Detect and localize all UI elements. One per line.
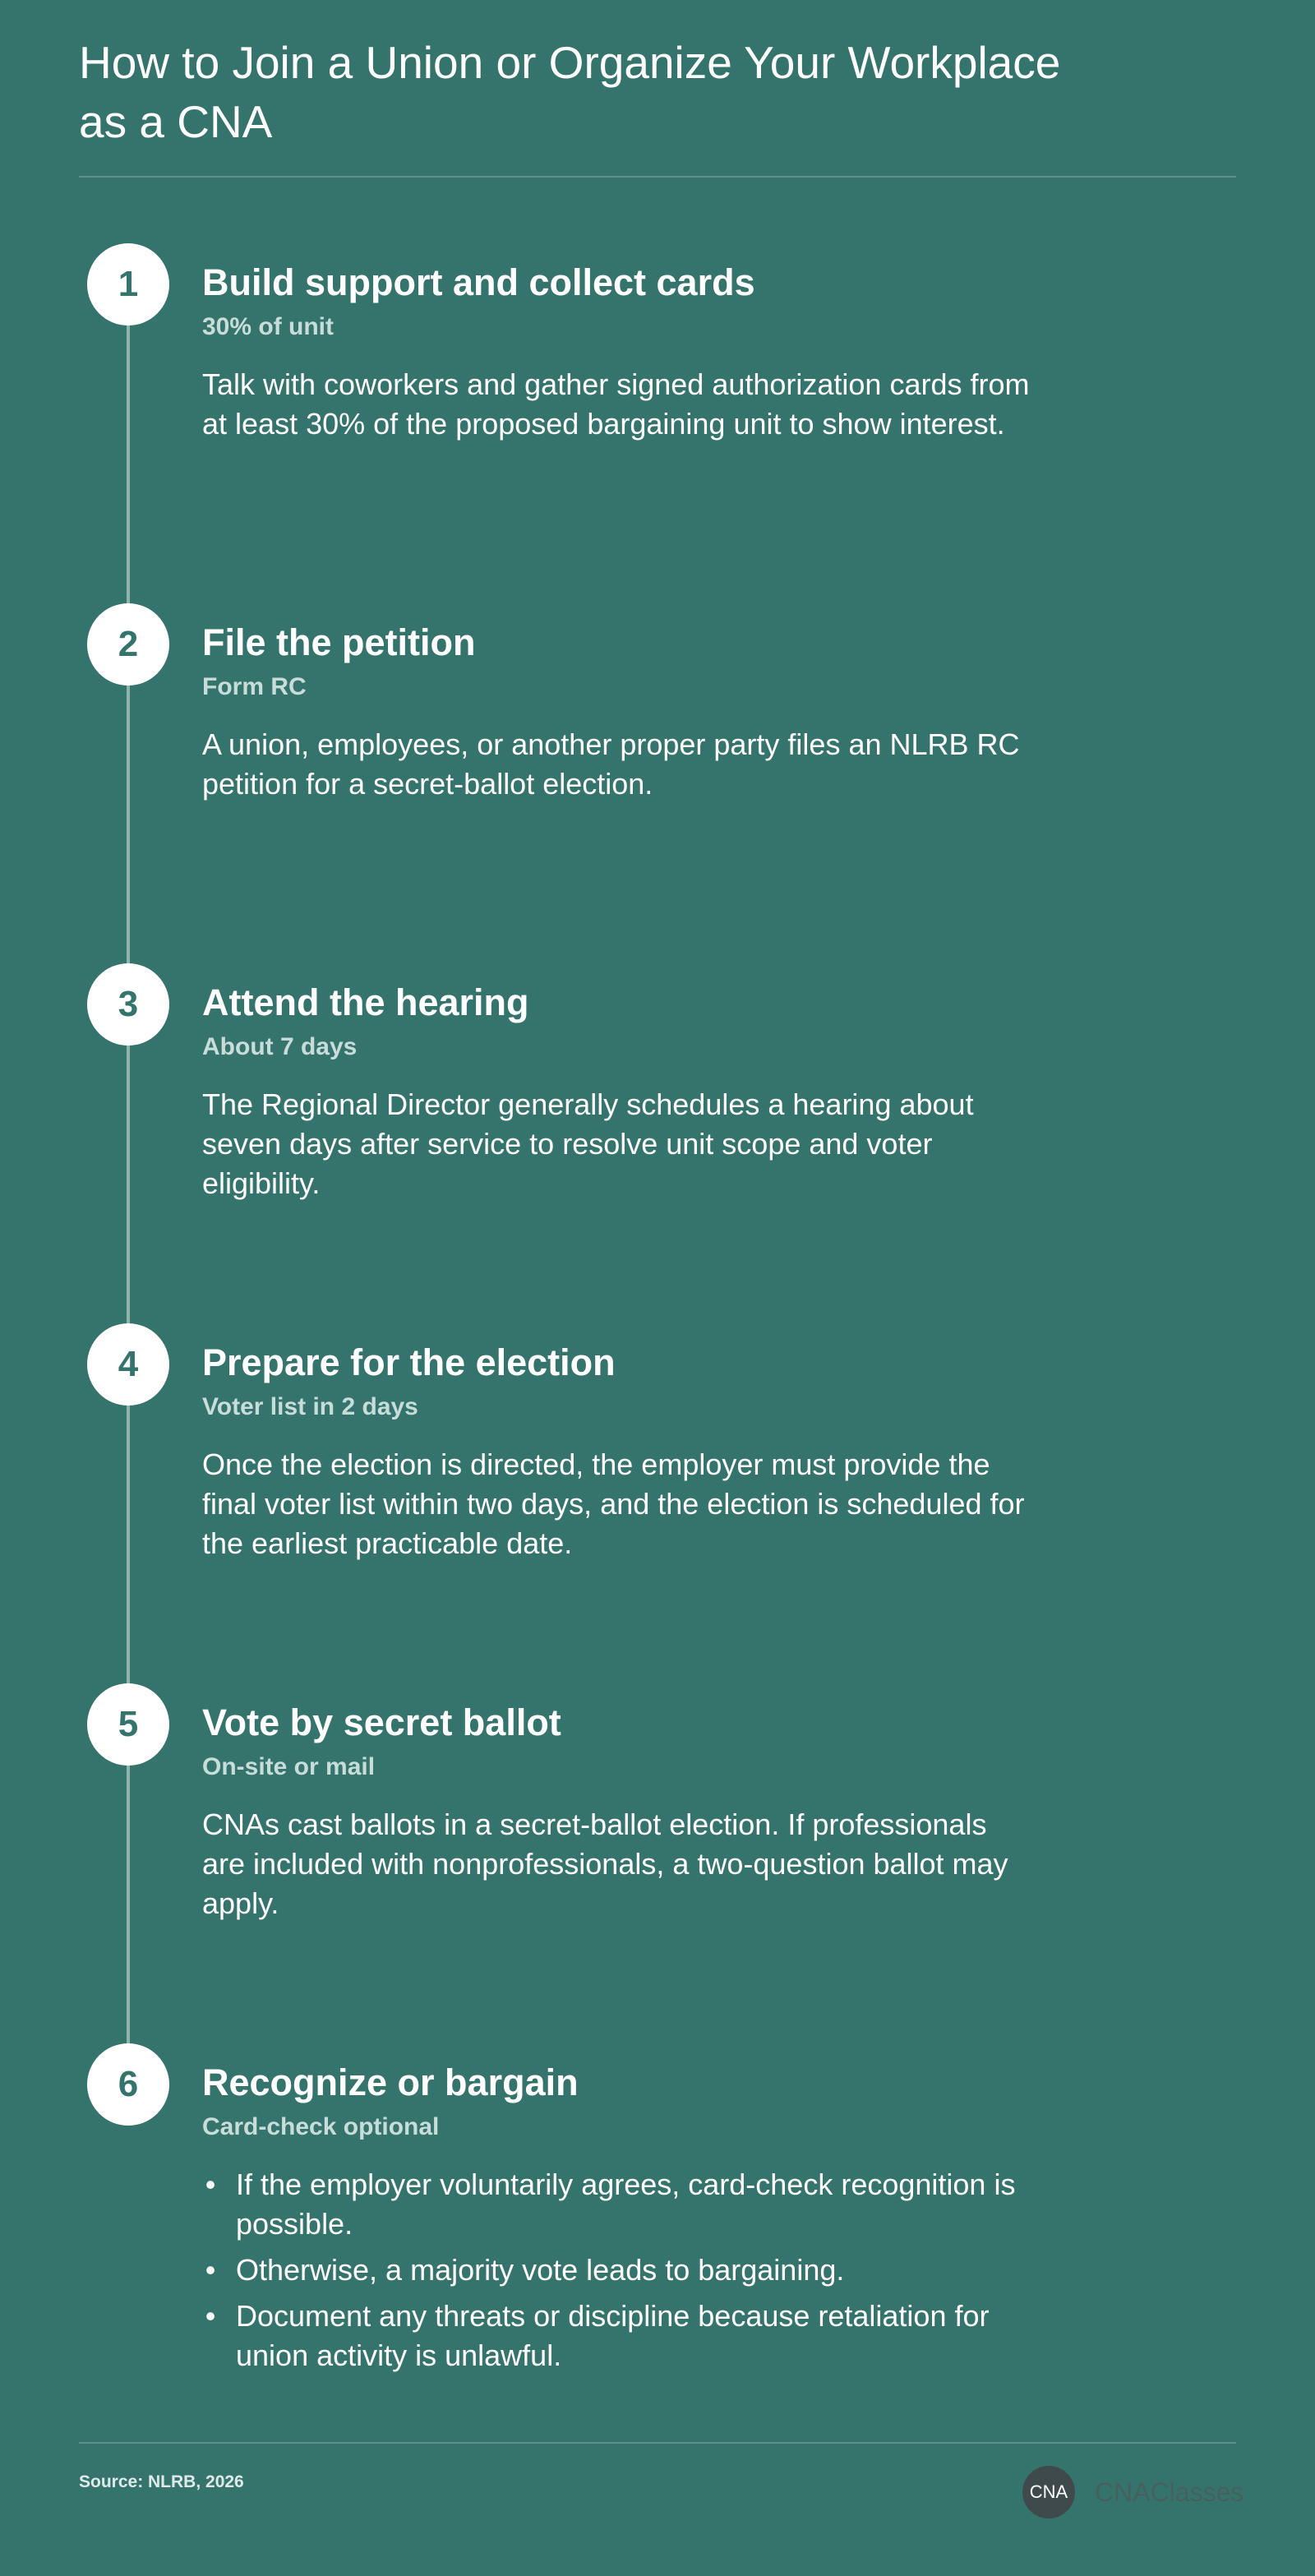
bullet-item [202,2165,1032,2244]
step-subtitle: 30% of unit [202,313,335,340]
page-title-line-1: How to Join a Union or Organize Your Workplace [79,37,1061,88]
step-subtitle: About 7 days [202,1033,358,1060]
step-number-badge: 4 [87,1323,169,1406]
page-title-line-2: as a CNA [79,96,273,147]
step-number-badge: 5 [87,1683,169,1766]
step-subtitle: Form RC [202,673,307,700]
bullet-text: If the employer voluntarily agrees, card-check recognition is possible. [236,2167,1016,2241]
step-bullet-list [202,2165,1032,2382]
step-description: Once the election is directed, the employer must provide the final voter list within two days, and the election is scheduled for the earliest practicable date. [202,1447,1025,1560]
step-title: Build support and collect cards [202,261,755,303]
step-description: CNAs cast ballots in a secret-ballot election. If professionals are included with nonprofessionals, a two-question ballot may apply. [202,1807,1008,1920]
bullet-icon: • [205,2299,216,2333]
step-number-badge: 3 [87,963,169,1046]
step-description: The Regional Director generally schedules a hearing about seven days after service to resolve unit scope and voter eligibility. [202,1087,974,1200]
step-title: Prepare for the election [202,1341,616,1383]
step-title: File the petition [202,621,476,663]
step-subtitle: Voter list in 2 days [202,1393,418,1420]
step-subtitle: On-site or mail [202,1753,376,1780]
timeline-line [127,286,130,2086]
step-description: A union, employees, or another proper party files an NLRB RC petition for a secret-ballot election. [202,727,1020,801]
bullet-text: Document any threats or discipline because retaliation for union activity is unlawful. [236,2299,990,2372]
bullet-icon: • [205,2253,216,2287]
bullet-item [202,2251,1032,2290]
bullet-text: Otherwise, a majority vote leads to bargaining. [236,2253,845,2287]
brand-name: CNAClasses [1095,2477,1244,2507]
step-title: Vote by secret ballot [202,1701,561,1743]
bullet-item [202,2297,1032,2375]
source-note: Source: NLRB, 2026 [79,2472,244,2491]
header-divider [79,176,1236,178]
bullet-icon: • [205,2167,216,2201]
step-number-badge: 1 [87,243,169,325]
brand-badge-icon: CNA [1022,2466,1075,2518]
step-title: Attend the hearing [202,981,529,1023]
step-title: Recognize or bargain [202,2061,579,2103]
page-title [79,33,1147,151]
step-subtitle: Card-check optional [202,2113,440,2140]
step-description: Talk with coworkers and gather signed authorization cards from at least 30% of the proposed bargaining unit to show interest. [202,367,1030,441]
footer-divider [79,2442,1236,2444]
step-number-badge: 6 [87,2043,169,2126]
step-number-badge: 2 [87,603,169,686]
